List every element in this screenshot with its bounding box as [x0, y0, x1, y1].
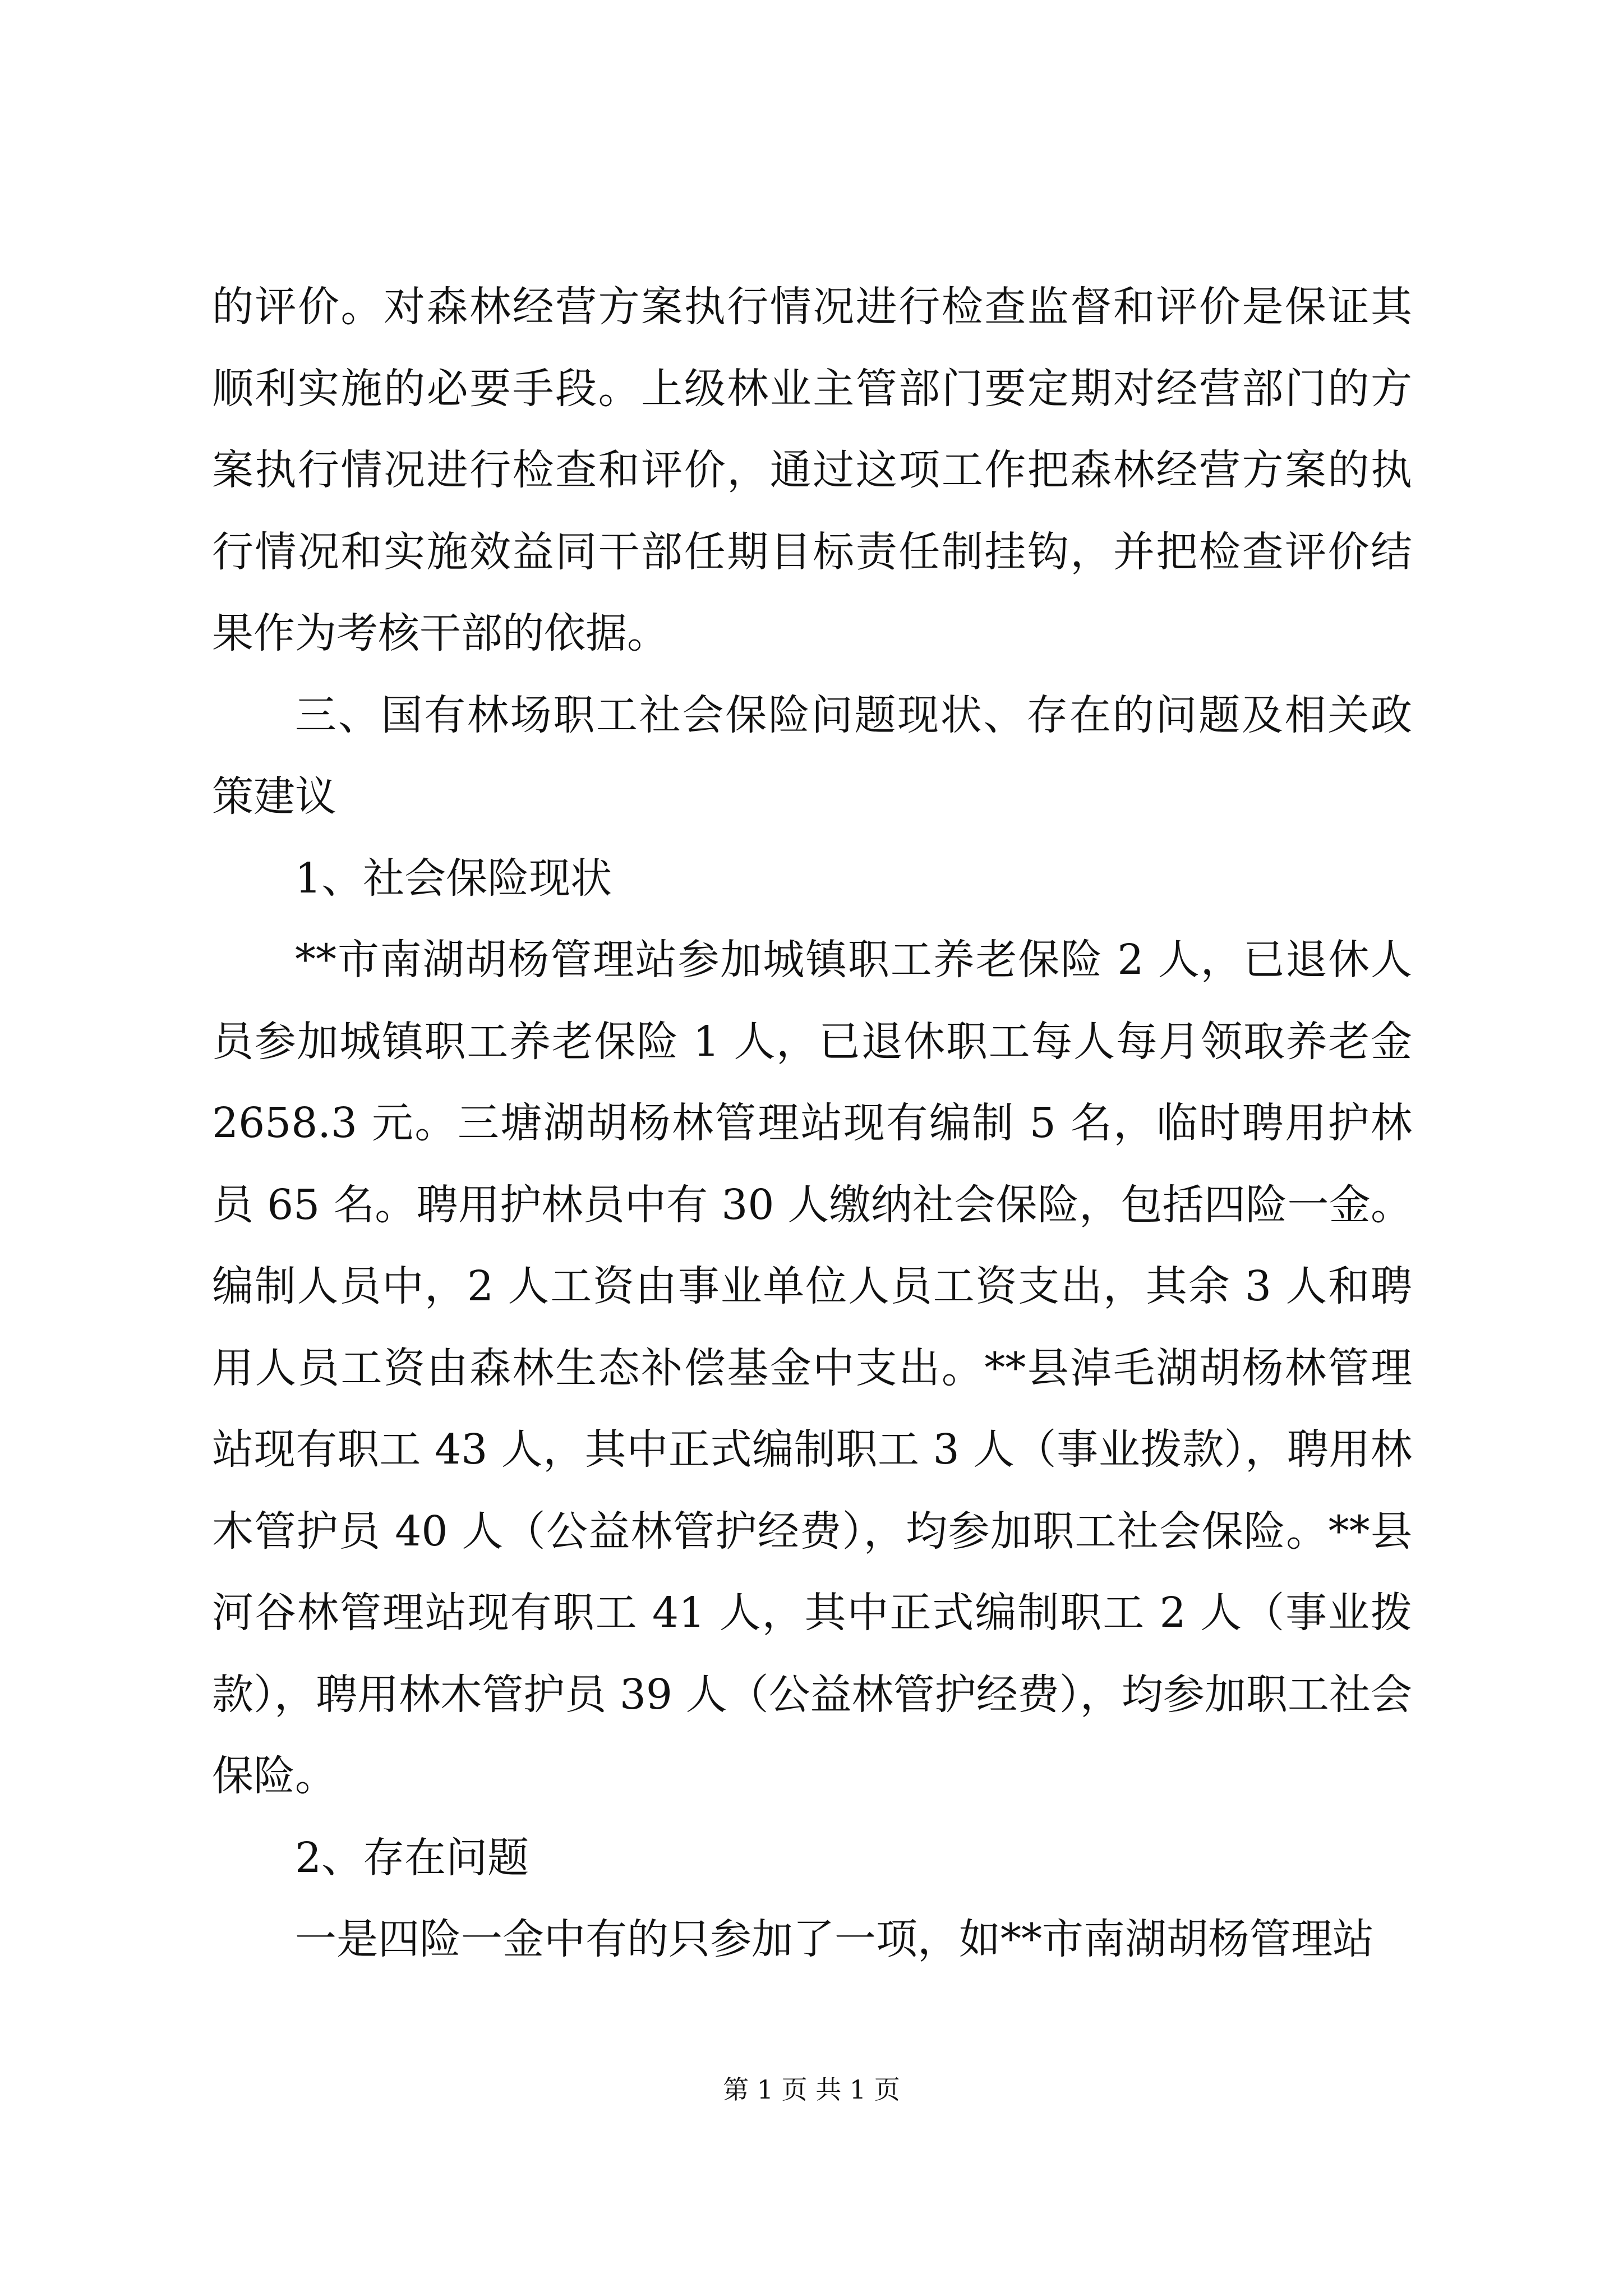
- page-footer: 第 1 页 共 1 页: [723, 2074, 900, 2105]
- subheading-status: 1、社会保险现状: [295, 854, 612, 903]
- section-heading-social-insurance: 三、国有林场职工社会保险问题现状、存在的问题及相关政策建议: [212, 691, 1412, 821]
- subheading-problems: 2、存在问题: [295, 1833, 529, 1882]
- paragraph-status-details: **市南湖胡杨管理站参加城镇职工养老保险 2 人，已退休人员参加城镇职工养老保险 1 人，已退休职工每人每月领取养老金 2658.3 元。三塘湖胡杨林管理站现有编制 5 名，临时聘用护林员 65 名。聘用护林员中有 30 人缴纳社会保险，包括四险一金。编制人员中，2 人工资由事业单位人员工资支出，其余 3 人和聘用人员工资由森林生态补偿基金中支出。**县淖毛湖胡杨林管理站现有职工 43 人，其中正式编制职工 3 人（事业拨款），聘用林木管护员 40 人（公益林管护经费），均参加职工社会保险。**县河谷林管理站现有职工 41 人，其中正式编制职工 2 人（事业拨款），聘用林木管护员 39 人（公益林管护经费），均参加职工社会保险。: [212, 936, 1412, 1800]
- paragraph-evaluation: 的评价。对森林经营方案执行情况进行检查监督和评价是保证其顺利实施的必要手段。上级林业主管部门要定期对经营部门的方案执行情况进行检查和评价，通过这项工作把森林经营方案的执行情况和实施效益同干部任期目标责任制挂钩，并把检查评价结果作为考核干部的依据。: [212, 283, 1412, 657]
- paragraph-problems-start: 一是四险一金中有的只参加了一项，如**市南湖胡杨管理站: [295, 1915, 1374, 1963]
- document-body: [212, 266, 1412, 1981]
